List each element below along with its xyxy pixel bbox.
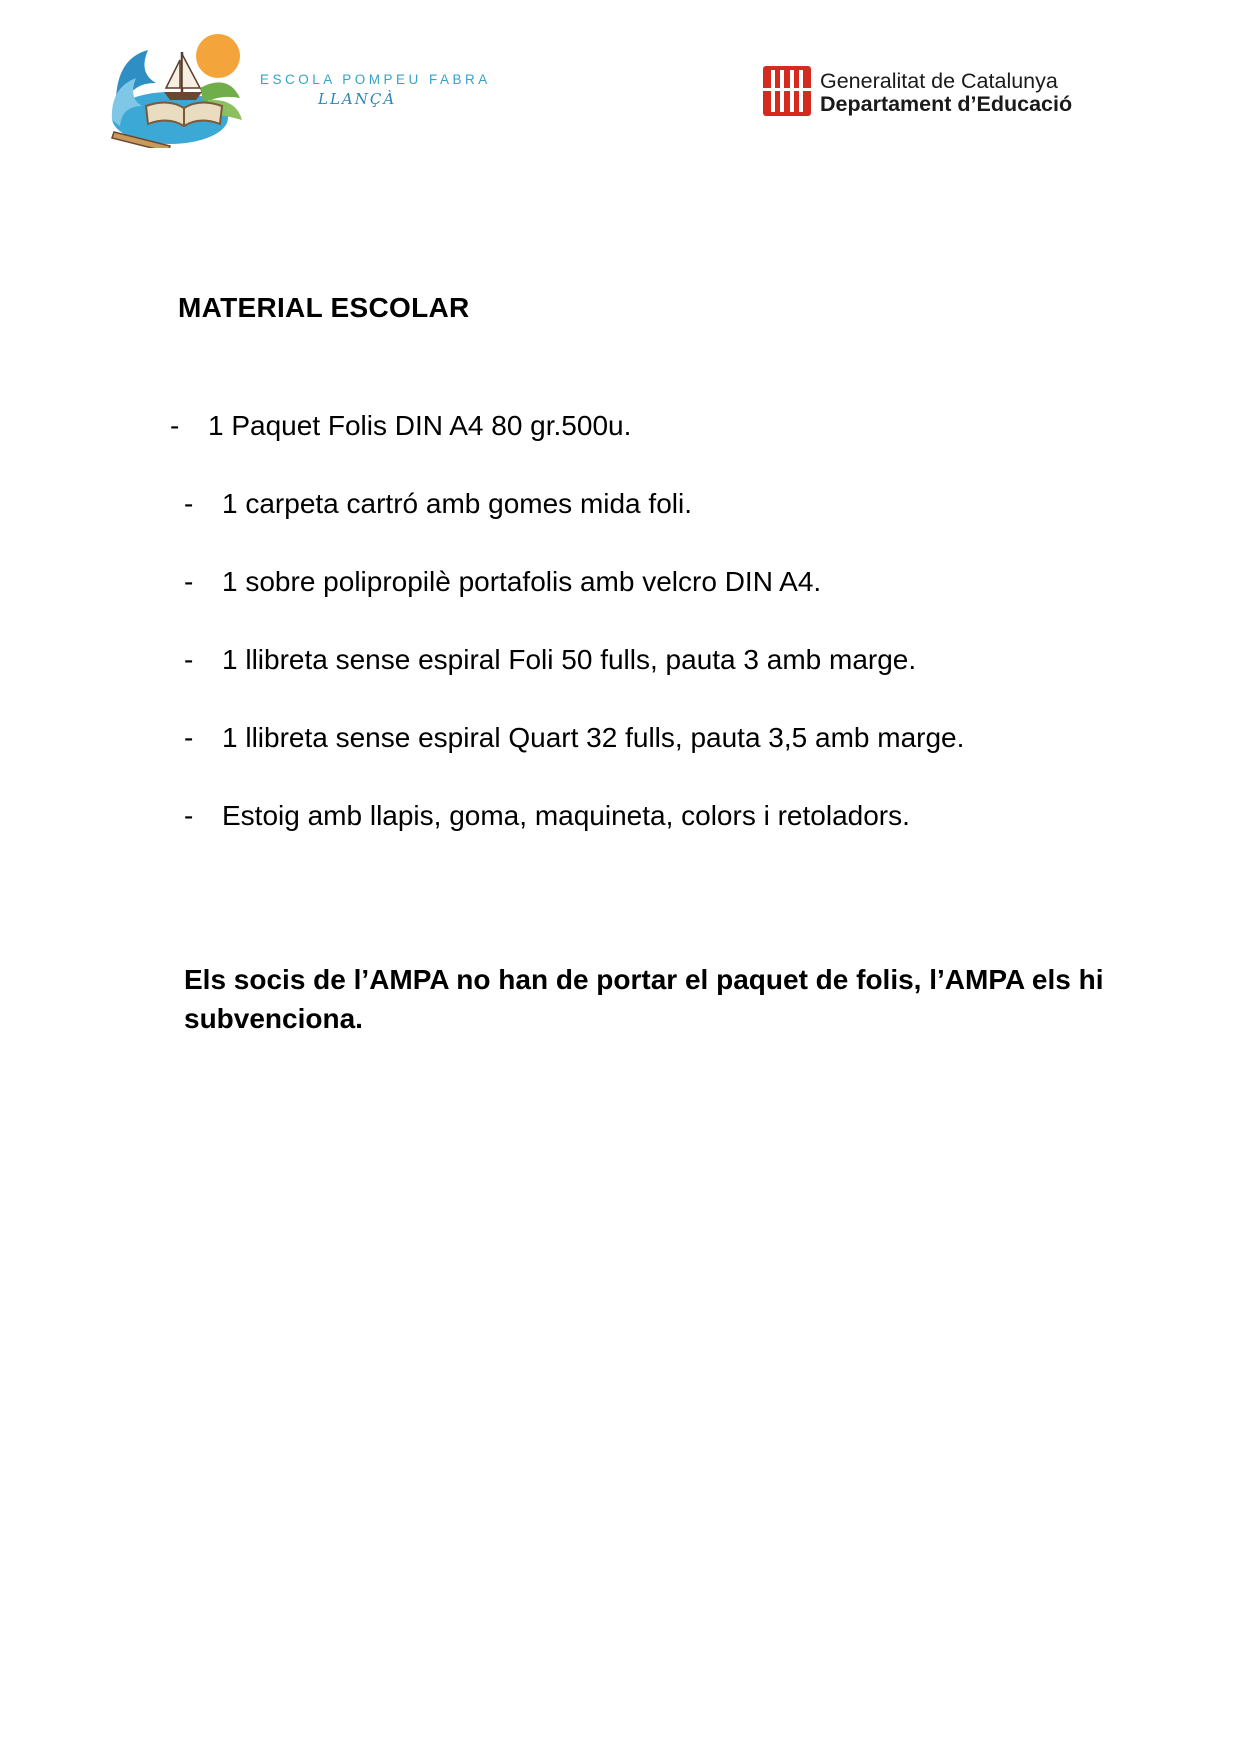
school-name: ESCOLA POMPEU FABRA [260, 72, 491, 87]
list-bullet: - [184, 722, 194, 753]
school-town: LLANÇÀ [318, 90, 397, 108]
list-item-text: 1 Paquet Folis DIN A4 80 gr.500u. [208, 410, 632, 441]
list-item-text: 1 carpeta cartró amb gomes mida foli. [222, 488, 692, 519]
list-bullet: - [184, 644, 194, 675]
list-bullet: - [184, 800, 194, 831]
generalitat-emblem-icon [763, 66, 811, 116]
ampa-note: Els socis de l’AMPA no han de portar el paquet de folis, l’AMPA els hi subvenciona. [184, 964, 1104, 1034]
hull-shape [164, 92, 202, 100]
department-name: Departament d’Educació [820, 92, 1073, 116]
sun-shape [196, 34, 240, 78]
list-item-text: 1 sobre polipropilè portafolis amb velcro DIN A4. [222, 566, 822, 597]
list-bullet: - [170, 410, 180, 441]
list-item-text: 1 llibreta sense espiral Foli 50 fulls, pauta 3 amb marge. [222, 644, 917, 675]
sail-shape [166, 60, 180, 88]
list-bullet: - [184, 566, 194, 597]
list-item-text: 1 llibreta sense espiral Quart 32 fulls, pauta 3,5 amb marge. [222, 722, 965, 753]
school-logo [108, 28, 491, 148]
list-item-text: Estoig amb llapis, goma, maquineta, colors i retoladors. [222, 800, 910, 831]
school-logo-illustration [108, 28, 258, 148]
page-title: MATERIAL ESCOLAR [178, 292, 470, 323]
generalitat-name: Generalitat de Catalunya [820, 69, 1058, 93]
list-bullet: - [184, 488, 194, 519]
